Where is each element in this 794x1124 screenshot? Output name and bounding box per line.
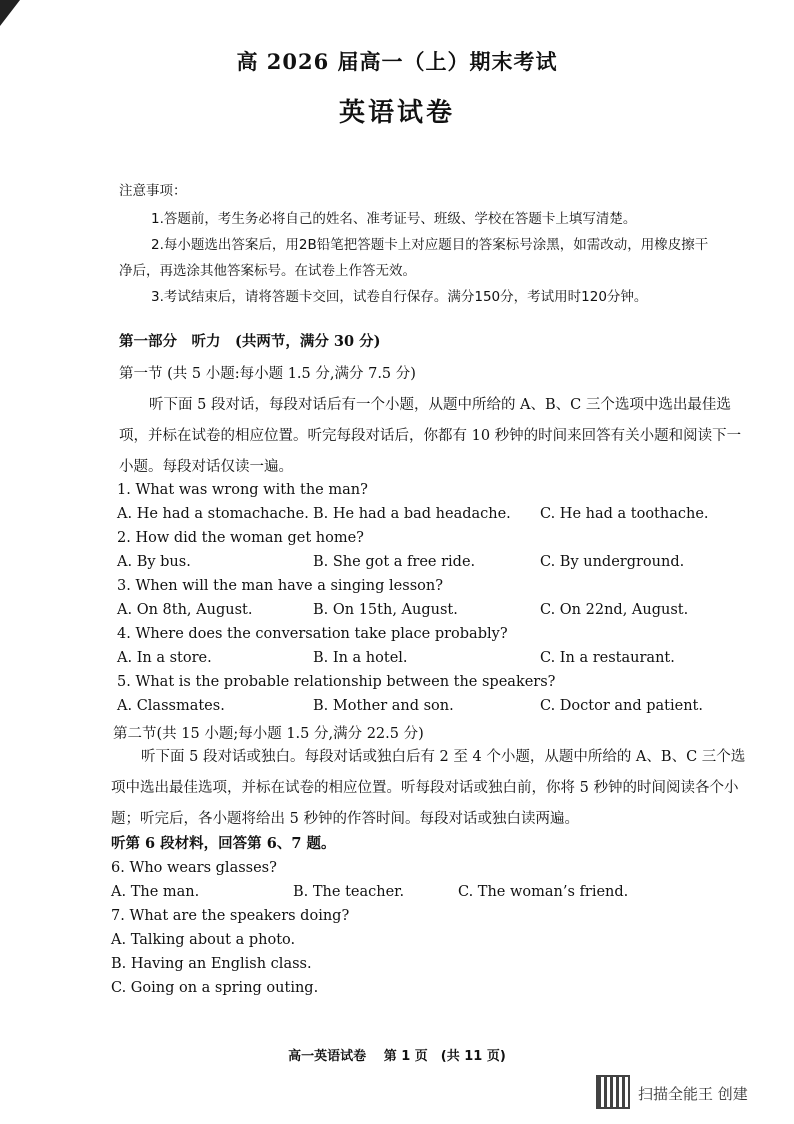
material-note: 听第 6 段材料，回答第 6、7 题。 <box>111 835 336 852</box>
option-b: B. He had a bad headache. <box>313 506 511 522</box>
question-5: 5. What is the probable relationship between the speakers? <box>117 674 556 690</box>
option-a: A. He had a stomachache. <box>117 506 309 522</box>
question-1: 1. What was wrong with the man? <box>117 482 368 498</box>
scan-corner-mark <box>0 0 20 26</box>
section1-heading: 第一节 (共 5 小题:每小题 1.5 分,满分 7.5 分) <box>119 366 416 382</box>
option-a: A. In a store. <box>117 650 212 666</box>
option-c: C. He had a toothache. <box>540 506 709 522</box>
option-b: B. She got a free ride. <box>313 554 476 570</box>
option-a: A. On 8th, August. <box>117 602 253 618</box>
section1-instructions: 听下面 5 段对话，每段对话后有一个小题，从题中所给的 A、B、C 三个选项中选出最佳选项，并标在试卷的相应位置。听完每段对话后，你都有 10 秒钟的时间来回答有关小题和阅读下一小题。每段对话仅读一遍。 <box>119 397 742 475</box>
option-b: B. The teacher. <box>293 884 405 900</box>
option-b: B. In a hotel. <box>313 650 408 666</box>
option-c: C. The woman’s friend. <box>458 884 629 900</box>
scanner-watermark: 扫描全能王 创建 <box>638 1085 748 1103</box>
option-a: A. The man. <box>111 884 200 900</box>
question-6: 6. Who wears glasses? <box>111 860 277 876</box>
question-4: 4. Where does the conversation take place probably? <box>117 626 508 642</box>
question-3: 3. When will the man have a singing lesson? <box>117 578 443 594</box>
question-7: 7. What are the speakers doing? <box>111 908 350 924</box>
option-a: A. Talking about a photo. <box>111 932 296 948</box>
option-c: C. By underground. <box>540 554 685 570</box>
exam-subject: 英语试卷 <box>338 98 455 128</box>
option-c: C. In a restaurant. <box>540 650 675 666</box>
section2-instructions: 听下面 5 段对话或独白。每段对话或独白后有 2 至 4 个小题，从题中所给的 A、B、C 三个选项中选出最佳选项，并标在试卷的相应位置。听每段对话或独白前，你将 5 秒钟的时间阅读各个小题；听完后，各小题将给出 5 秒钟的作答时间。每段对话或独白读两遍。 <box>111 749 746 827</box>
option-c: C. On 22nd, August. <box>540 602 689 618</box>
notes-section <box>119 178 719 310</box>
page-footer: 高一英语试卷 第 1 页 (共 11 页) <box>288 1049 506 1064</box>
option-b: B. Mother and son. <box>313 698 454 714</box>
qr-code-icon <box>596 1075 630 1109</box>
notes-heading: 注意事项： <box>119 183 187 199</box>
option-b: B. Having an English class. <box>111 956 312 972</box>
option-b: B. On 15th, August. <box>313 602 458 618</box>
part1-heading: 第一部分 听力 (共两节，满分 30 分) <box>119 333 381 350</box>
section2-heading: 第二节(共 15 小题;每小题 1.5 分,满分 22.5 分) <box>113 726 424 742</box>
option-c: C. Going on a spring outing. <box>111 980 319 996</box>
option-a: A. By bus. <box>117 554 191 570</box>
question-2: 2. How did the woman get home? <box>117 530 364 546</box>
option-a: A. Classmates. <box>117 698 225 714</box>
note-item: 3.考试结束后，请将答题卡交回，试卷自行保存。满分150分，考试用时120分钟。 <box>151 289 648 305</box>
option-c: C. Doctor and patient. <box>540 698 703 714</box>
exam-title: 高 2026 届高一（上）期末考试 <box>236 49 558 74</box>
note-item: 2.每小题选出答案后，用2B铅笔把答题卡上对应题目的答案标号涂黑，如需改动，用橡皮擦干净后，再选涂其他答案标号。在试卷上作答无效。 <box>119 237 709 279</box>
note-item: 1.答题前，考生务必将自己的姓名、准考证号、班级、学校在答题卡上填写清楚。 <box>151 211 637 227</box>
